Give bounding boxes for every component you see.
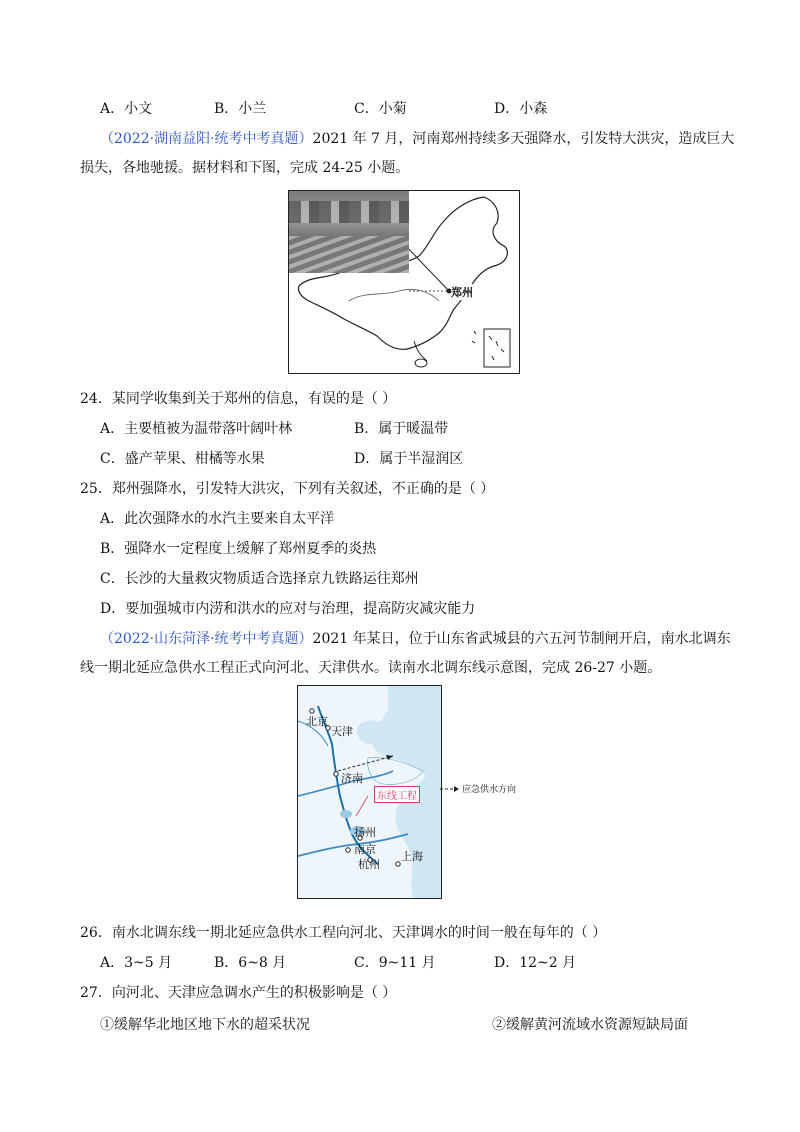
city-tianjin: 天津 xyxy=(331,725,353,738)
intro2-line2: 线一期北延应急供水工程正式向河北、天津供水。读南水北调东线示意图，完成 26-27 小题。 xyxy=(80,660,662,676)
q27-item-1: ①缓解华北地区地下水的超采状况 xyxy=(100,1017,310,1033)
city-yangzhou: 扬州 xyxy=(354,826,376,839)
map1-zhengzhou-label: 郑州 xyxy=(451,286,473,299)
q26-option-d: D．12~2 月 xyxy=(494,955,577,971)
intro1-text: 2021 年 7 月，河南郑州持续多天强降水，引发特大洪灾，造成巨大 xyxy=(312,131,735,147)
q24-option-c: C．盛产苹果、柑橘等水果 xyxy=(100,451,265,467)
zhengzhou-map-figure xyxy=(288,190,520,374)
city-hangzhou: 杭州 xyxy=(358,858,380,871)
intro2-source: （2022·山东菏泽·统考中考真题） xyxy=(100,631,313,647)
q25-option-b: B．强降水一定程度上缓解了郑州夏季的炎热 xyxy=(100,541,377,557)
legend-supply-direction: 应急供水方向 xyxy=(462,785,517,795)
intro1-line1 xyxy=(100,128,734,148)
intro2-line1 xyxy=(100,628,731,648)
city-jinan: 济南 xyxy=(341,772,363,785)
q26-stem: 26．南水北调东线一期北延应急供水工程向河北、天津调水的时间一般在每年的（ ） xyxy=(80,925,607,941)
q26-option-c: C．9~11 月 xyxy=(354,955,436,971)
q23-option-d: D．小森 xyxy=(494,101,548,117)
q25-option-d: D．要加强城市内涝和洪水的应对与治理，提高防灾减灾能力 xyxy=(100,601,476,617)
q23-option-b: B．小兰 xyxy=(214,101,267,117)
intro1-source: （2022·湖南益阳·统考中考真题） xyxy=(100,131,313,147)
east-route-project-label: 东线工程 xyxy=(374,786,420,803)
q25-option-c: C．长沙的大量救灾物质适合选择京九铁路运往郑州 xyxy=(100,571,419,587)
q24-stem: 24．某同学收集到关于郑州的信息，有误的是（ ） xyxy=(80,391,397,407)
intro1-line2: 损失，各地驰援。据材料和下图，完成 24-25 小题。 xyxy=(80,160,410,176)
q26-option-b: B．6~8 月 xyxy=(214,955,287,971)
q24-option-d: D．属于半湿润区 xyxy=(354,451,464,467)
q23-option-c: C．小菊 xyxy=(354,101,407,117)
q27-stem: 27．向河北、天津应急调水产生的积极影响是（ ） xyxy=(80,985,397,1001)
city-beijing: 北京 xyxy=(306,715,328,728)
legend-arrow xyxy=(440,784,460,794)
city-shanghai: 上海 xyxy=(401,850,423,863)
q24-option-a: A．主要植被为温带落叶阔叶林 xyxy=(100,421,293,437)
east-route-map-figure xyxy=(297,685,442,899)
intro2-text: 2021 年某日，位于山东省武城县的六五河节制闸开启，南水北调东 xyxy=(312,631,731,647)
q27-item-2: ②缓解黄河流域水资源短缺局面 xyxy=(492,1017,688,1033)
q24-option-b: B．属于暖温带 xyxy=(354,421,449,437)
q23-option-a: A．小文 xyxy=(100,101,153,117)
q26-option-a: A．3~5 月 xyxy=(100,955,173,971)
city-nanjing: 南京 xyxy=(354,843,376,856)
q25-option-a: A．此次强降水的水汽主要来自太平洋 xyxy=(100,511,335,527)
q25-stem: 25．郑州强降水，引发特大洪灾，下列有关叙述，不正确的是（ ） xyxy=(80,481,495,497)
flood-photo xyxy=(289,191,409,273)
